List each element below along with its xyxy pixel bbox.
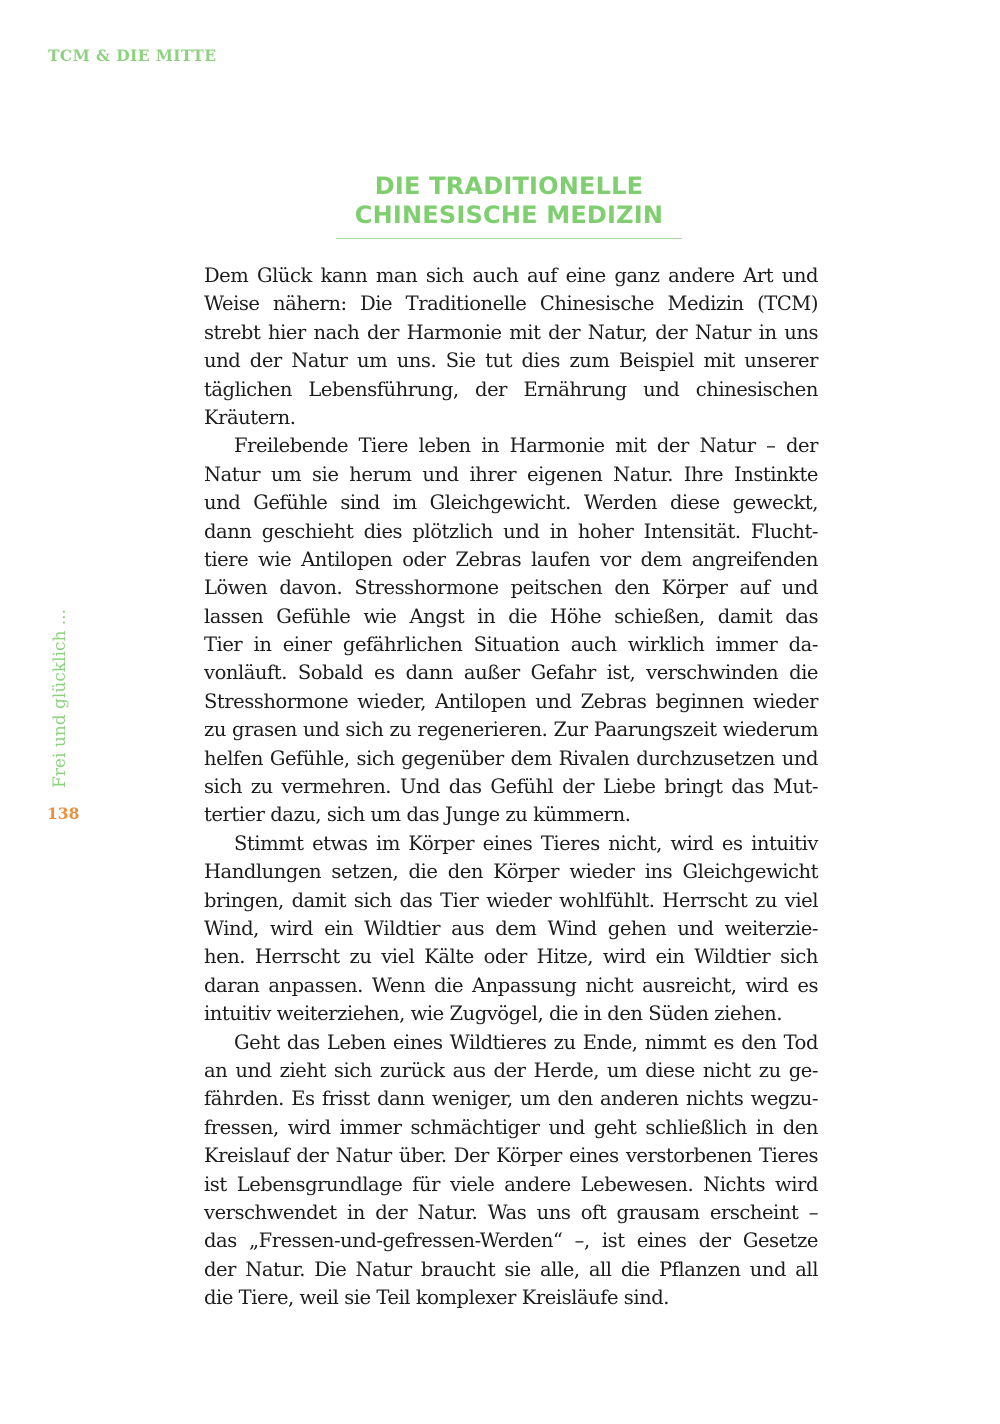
text-line: zu grasen und sich zu regenerieren. Zur Paarungszeit wiederum — [204, 718, 818, 742]
text-line: Kräutern. — [204, 405, 296, 429]
text-line: fährden. Es frisst dann weniger, um den anderen nichts wegzu- — [204, 1087, 818, 1111]
text-line: an und zieht sich zurück aus der Herde, um diese nicht zu ge- — [204, 1058, 818, 1082]
chapter-title-line-1: DIE TRADITIONELLE — [374, 172, 644, 200]
text-line: und der Natur um uns. Sie tut dies zum Beispiel mit unserer — [204, 349, 818, 373]
text-line: daran anpassen. Wenn die Anpassung nicht ausreicht, wird es — [204, 973, 818, 997]
title-underline — [336, 238, 682, 239]
running-head: TCM & DIE MITTE — [48, 46, 217, 65]
text-line: hen. Herrscht zu viel Kälte oder Hitze, wird ein Wildtier sich — [204, 945, 818, 969]
text-line: verschwendet in der Natur. Was uns oft grausam erscheint – — [204, 1200, 818, 1224]
text-line: Handlungen setzen, die den Körper wieder ins Gleichgewicht — [204, 860, 818, 884]
text-line: sich zu vermehren. Und das Gefühl der Liebe bringt das Mut- — [204, 775, 818, 799]
text-line: tertier dazu, sich um das Junge zu kümmern. — [204, 803, 631, 827]
text-line: lassen Gefühle wie Angst in die Höhe schießen, damit das — [204, 604, 818, 628]
chapter-title — [336, 172, 682, 230]
page-number: 138 — [47, 804, 80, 823]
text-line: helfen Gefühle, sich gegenüber dem Rivalen durchzusetzen und — [204, 746, 818, 770]
text-line: die Tiere, weil sie Teil komplexer Kreisläufe sind. — [204, 1286, 670, 1310]
text-line: intuitiv weiterziehen, wie Zugvögel, die in den Süden ziehen. — [204, 1002, 783, 1026]
text-line: bringen, damit sich das Tier wieder wohlfühlt. Herrscht zu viel — [204, 888, 818, 912]
text-line: Freilebende Tiere leben in Harmonie mit der Natur – der — [234, 434, 818, 458]
text-line: Natur um sie herum und ihrer eigenen Natur. Ihre Instinkte — [204, 462, 818, 486]
text-line: Geht das Leben eines Wildtieres zu Ende, nimmt es den Tod — [234, 1030, 818, 1054]
text-line: Stresshormone wieder, Antilopen und Zebras beginnen wieder — [204, 689, 818, 713]
text-line: Weise nähern: Die Traditionelle Chinesische Medizin (TCM) — [204, 292, 818, 316]
text-line: tiere wie Antilopen oder Zebras laufen vor dem angreifenden — [204, 547, 818, 571]
side-label: Frei und glücklich ... — [50, 608, 70, 788]
chapter-title-line-2: CHINESISCHE MEDIZIN — [354, 201, 664, 229]
text-line: Stimmt etwas im Körper eines Tieres nicht, wird es intuitiv — [234, 831, 818, 855]
text-line: Kreislauf der Natur über. Der Körper eines verstorbenen Tieres — [204, 1144, 818, 1168]
text-line: Tier in einer gefährlichen Situation auch wirklich immer da- — [204, 633, 818, 657]
text-line: Löwen davon. Stresshormone peitschen den Körper auf und — [204, 576, 818, 600]
body-text — [204, 262, 818, 1312]
text-line: ist Lebensgrundlage für viele andere Lebewesen. Nichts wird — [204, 1172, 818, 1196]
text-line: dann geschieht dies plötzlich und in hoher Intensität. Flucht- — [204, 519, 818, 543]
text-line: das „Fressen-und-gefressen-Werden“ –, ist eines der Gesetze — [204, 1229, 818, 1253]
text-line: Wind, wird ein Wildtier aus dem Wind gehen und weiterzie- — [204, 916, 818, 940]
text-line: Dem Glück kann man sich auch auf eine ganz andere Art und — [204, 264, 818, 287]
text-line: strebt hier nach der Harmonie mit der Natur, der Natur in uns — [204, 320, 818, 344]
text-line: vonläuft. Sobald es dann außer Gefahr ist, verschwinden die — [204, 661, 818, 685]
text-line: fressen, wird immer schmächtiger und geht schließlich in den — [204, 1115, 818, 1139]
text-line: täglichen Lebensführung, der Ernährung und chinesischen — [204, 377, 818, 401]
text-line: der Natur. Die Natur braucht sie alle, all die Pflanzen und all — [204, 1257, 818, 1281]
text-line: und Gefühle sind im Gleichgewicht. Werden diese geweckt, — [204, 491, 818, 515]
